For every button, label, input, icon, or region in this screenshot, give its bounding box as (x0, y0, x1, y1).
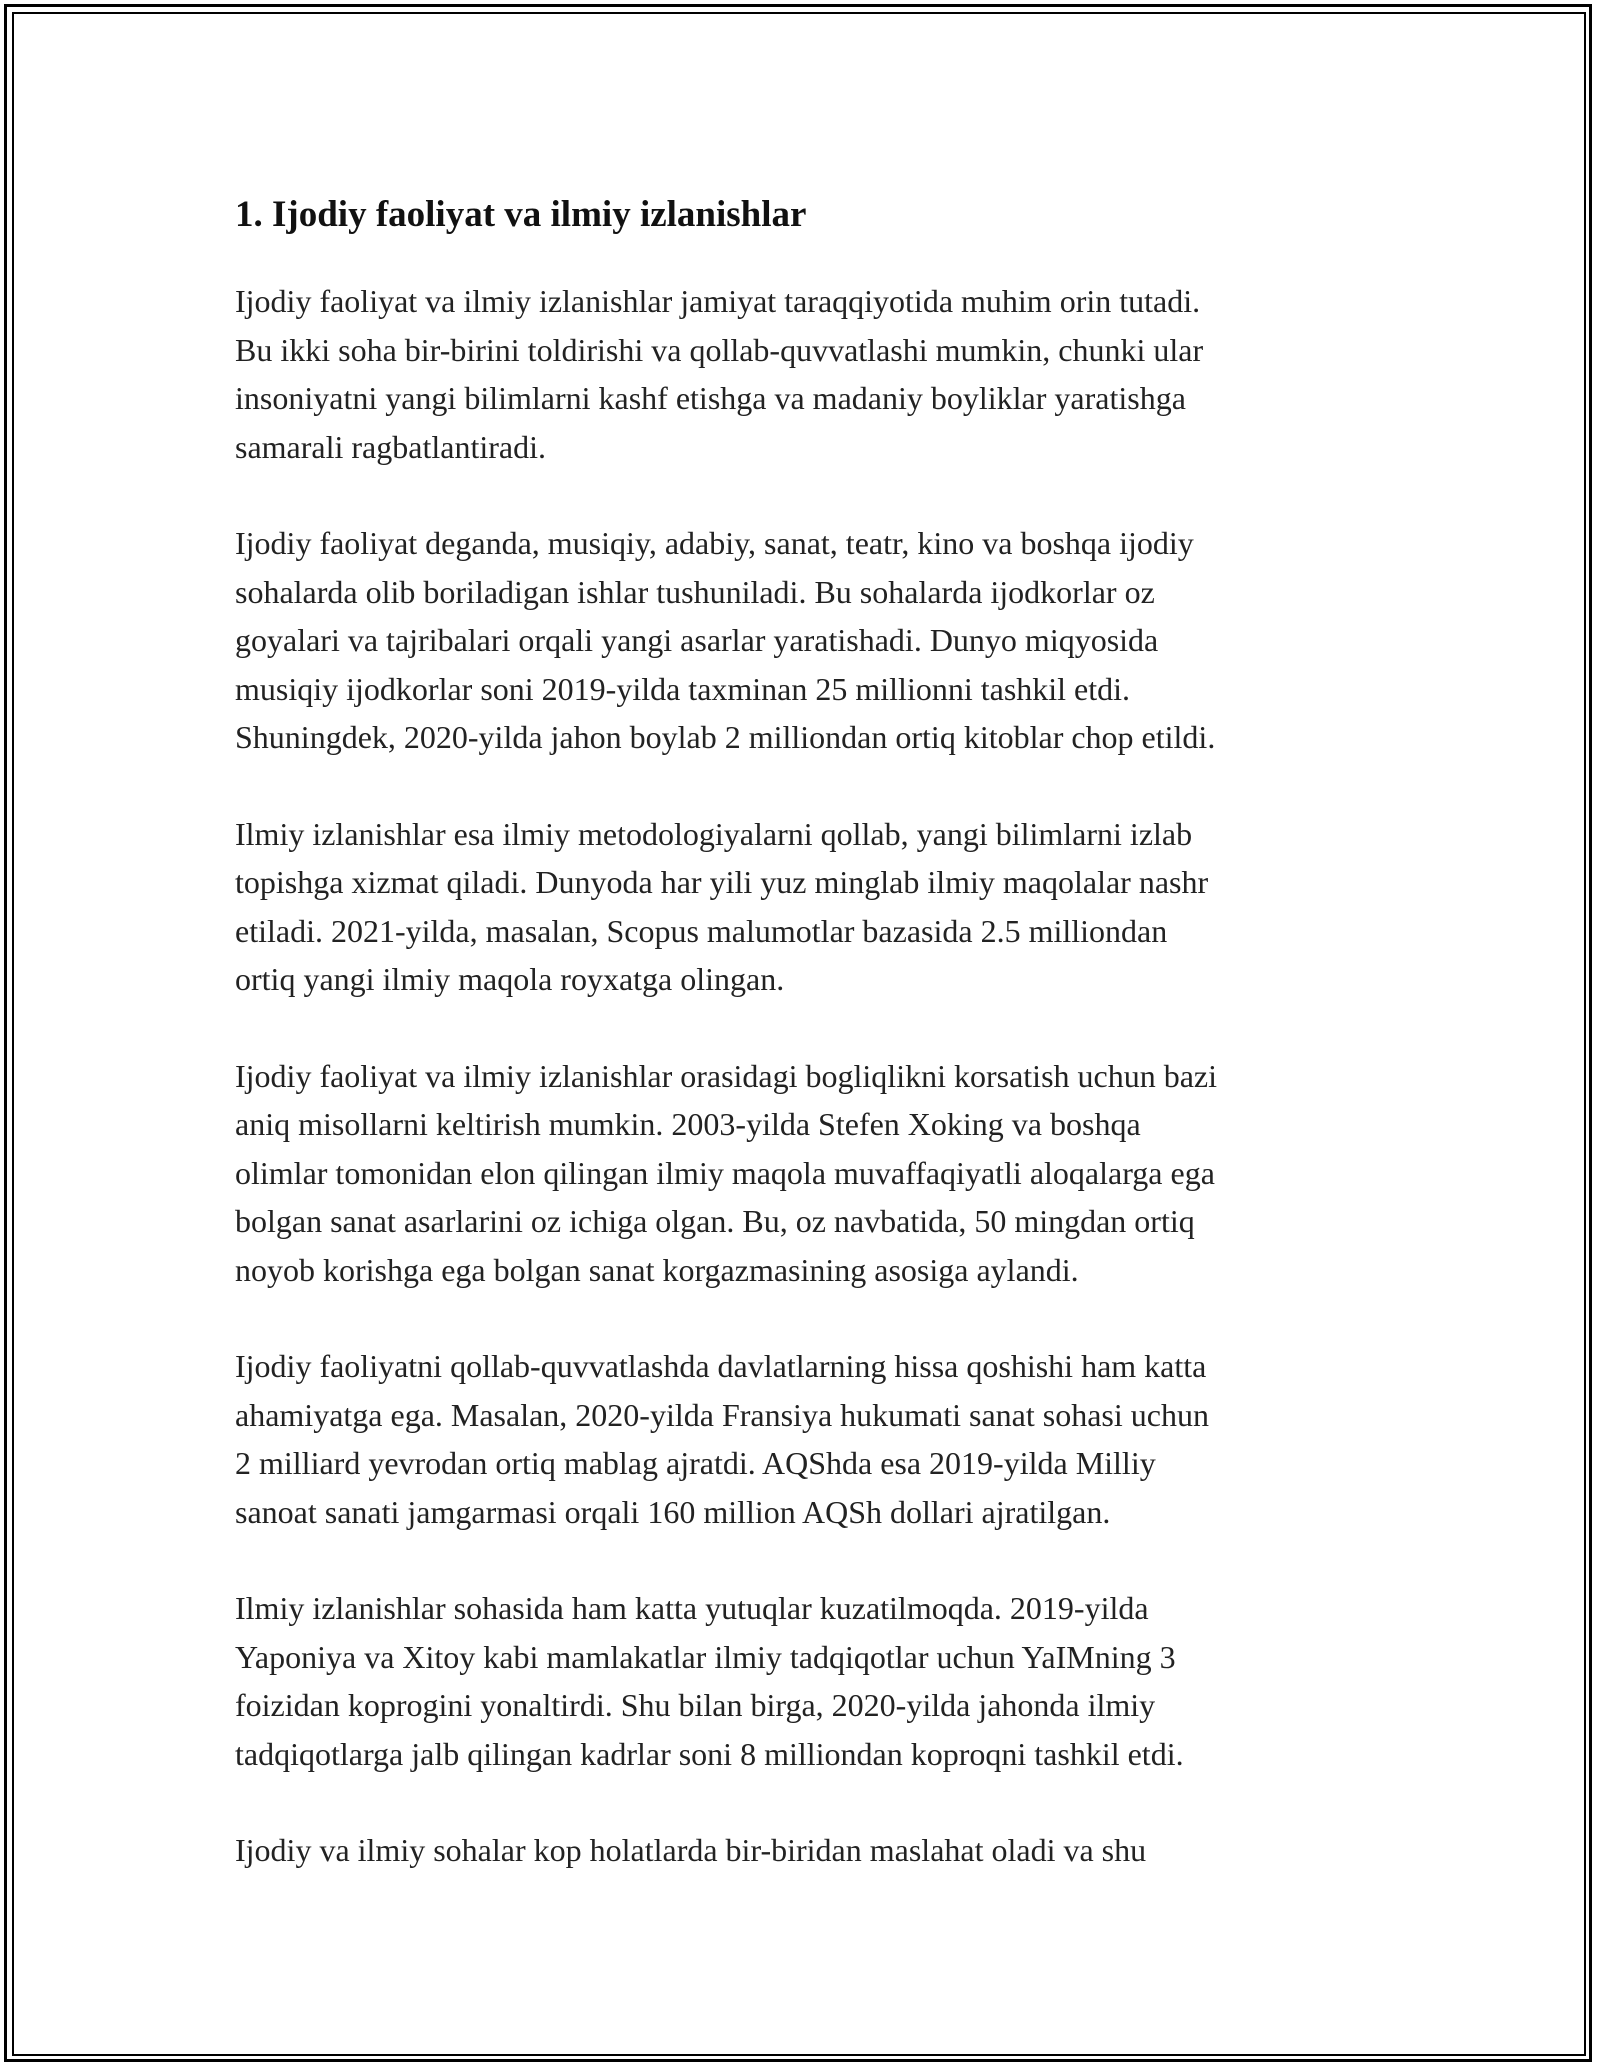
paragraph-line: noyob korishga ega bolgan sanat korgazmasining asosiga aylandi. (235, 1251, 1079, 1288)
paragraph-line: Bu ikki soha bir-birini toldirishi va qollab-quvvatlashi mumkin, chunki ular (235, 331, 1204, 368)
paragraph-line: goyalari va tajribalari orqali yangi asarlar yaratishadi. Dunyo miqyosida (235, 622, 1159, 658)
paragraph-line: etiladi. 2021-yilda, masalan, Scopus malumotlar bazasida 2.5 milliondan (235, 912, 1168, 949)
paragraph (235, 1342, 1375, 1536)
paragraph-list (235, 277, 1375, 1875)
document-body (235, 178, 1375, 1923)
paragraph-line: foizidan koprogini yonaltirdi. Shu bilan birga, 2020-yilda jahonda ilmiy (235, 1687, 1156, 1723)
paragraph-line: samarali ragbatlantiradi. (235, 428, 546, 465)
paragraph-line: sohalarda olib boriladigan ishlar tushuniladi. Bu sohalarda ijodkorlar oz (235, 573, 1155, 610)
paragraph-line: insoniyatni yangi bilimlarni kashf etishga va madaniy boyliklar yaratishga (235, 380, 1186, 416)
paragraph-line: ahamiyatga ega. Masalan, 2020-yilda Fransiya hukumati sanat sohasi uchun (235, 1396, 1209, 1433)
paragraph-line: Ijodiy va ilmiy sohalar kop holatlarda bir-biridan maslahat oladi va shu (235, 1832, 1147, 1868)
paragraph-line: Ijodiy faoliyat va ilmiy izlanishlar orasidagi bogliqlikni korsatish uchun bazi (235, 1057, 1218, 1094)
paragraph-line: ortiq yangi ilmiy maqola royxatga olingan. (235, 961, 785, 997)
paragraph-line: Ilmiy izlanishlar sohasida ham katta yutuqlar kuzatilmoqda. 2019-yilda (235, 1590, 1149, 1626)
paragraph-line: musiqiy ijodkorlar soni 2019-yilda taxminan 25 millionni tashkil etdi. (235, 670, 1131, 707)
paragraph-line: Yaponiya va Xitoy kabi mamlakatlar ilmiy tadqiqotlar uchun YaIMning 3 (235, 1638, 1176, 1675)
section-heading: 1. Ijodiy faoliyat va ilmiy izlanishlar (235, 194, 807, 235)
paragraph-line: Shuningdek, 2020-yilda jahon boylab 2 milliondan ortiq kitoblar chop etildi. (235, 719, 1216, 755)
paragraph-line: 2 milliard yevrodan ortiq mablag ajratdi. AQShda esa 2019-yilda Milliy (235, 1445, 1156, 1481)
paragraph-line: tadqiqotlarga jalb qilingan kadrlar soni 8 milliondan koproqni tashkil etdi. (235, 1735, 1184, 1772)
paragraph-line: olimlar tomonidan elon qilingan ilmiy maqola muvaffaqiyatli aloqalarga ega (235, 1154, 1215, 1191)
paragraph-line: sanoat sanati jamgarmasi orqali 160 million AQSh dollari ajratilgan. (235, 1493, 1111, 1530)
paragraph-line: Ilmiy izlanishlar esa ilmiy metodologiyalarni qollab, yangi bilimlarni izlab (235, 815, 1193, 852)
paragraph (235, 1052, 1375, 1295)
paragraph-line: Ijodiy faoliyat deganda, musiqiy, adabiy, sanat, teatr, kino va boshqa ijodiy (235, 525, 1194, 561)
paragraph-line: bolgan sanat asarlarini oz ichiga olgan. Bu, oz navbatida, 50 mingdan ortiq (235, 1203, 1195, 1239)
paragraph (235, 519, 1375, 762)
paragraph (235, 1826, 1375, 1875)
paragraph-line: Ijodiy faoliyat va ilmiy izlanishlar jamiyat taraqqiyotida muhim orin tutadi. (235, 283, 1201, 319)
paragraph-line: Ijodiy faoliyatni qollab-quvvatlashda davlatlarning hissa qoshishi ham katta (235, 1348, 1207, 1384)
paragraph-line: topishga xizmat qiladi. Dunyoda har yili yuz minglab ilmiy maqolalar nashr (235, 864, 1209, 900)
paragraph (235, 1584, 1375, 1778)
paragraph (235, 810, 1375, 1004)
paragraph (235, 277, 1375, 471)
paragraph-line: aniq misollarni keltirish mumkin. 2003-yilda Stefen Xoking va boshqa (235, 1106, 1141, 1142)
